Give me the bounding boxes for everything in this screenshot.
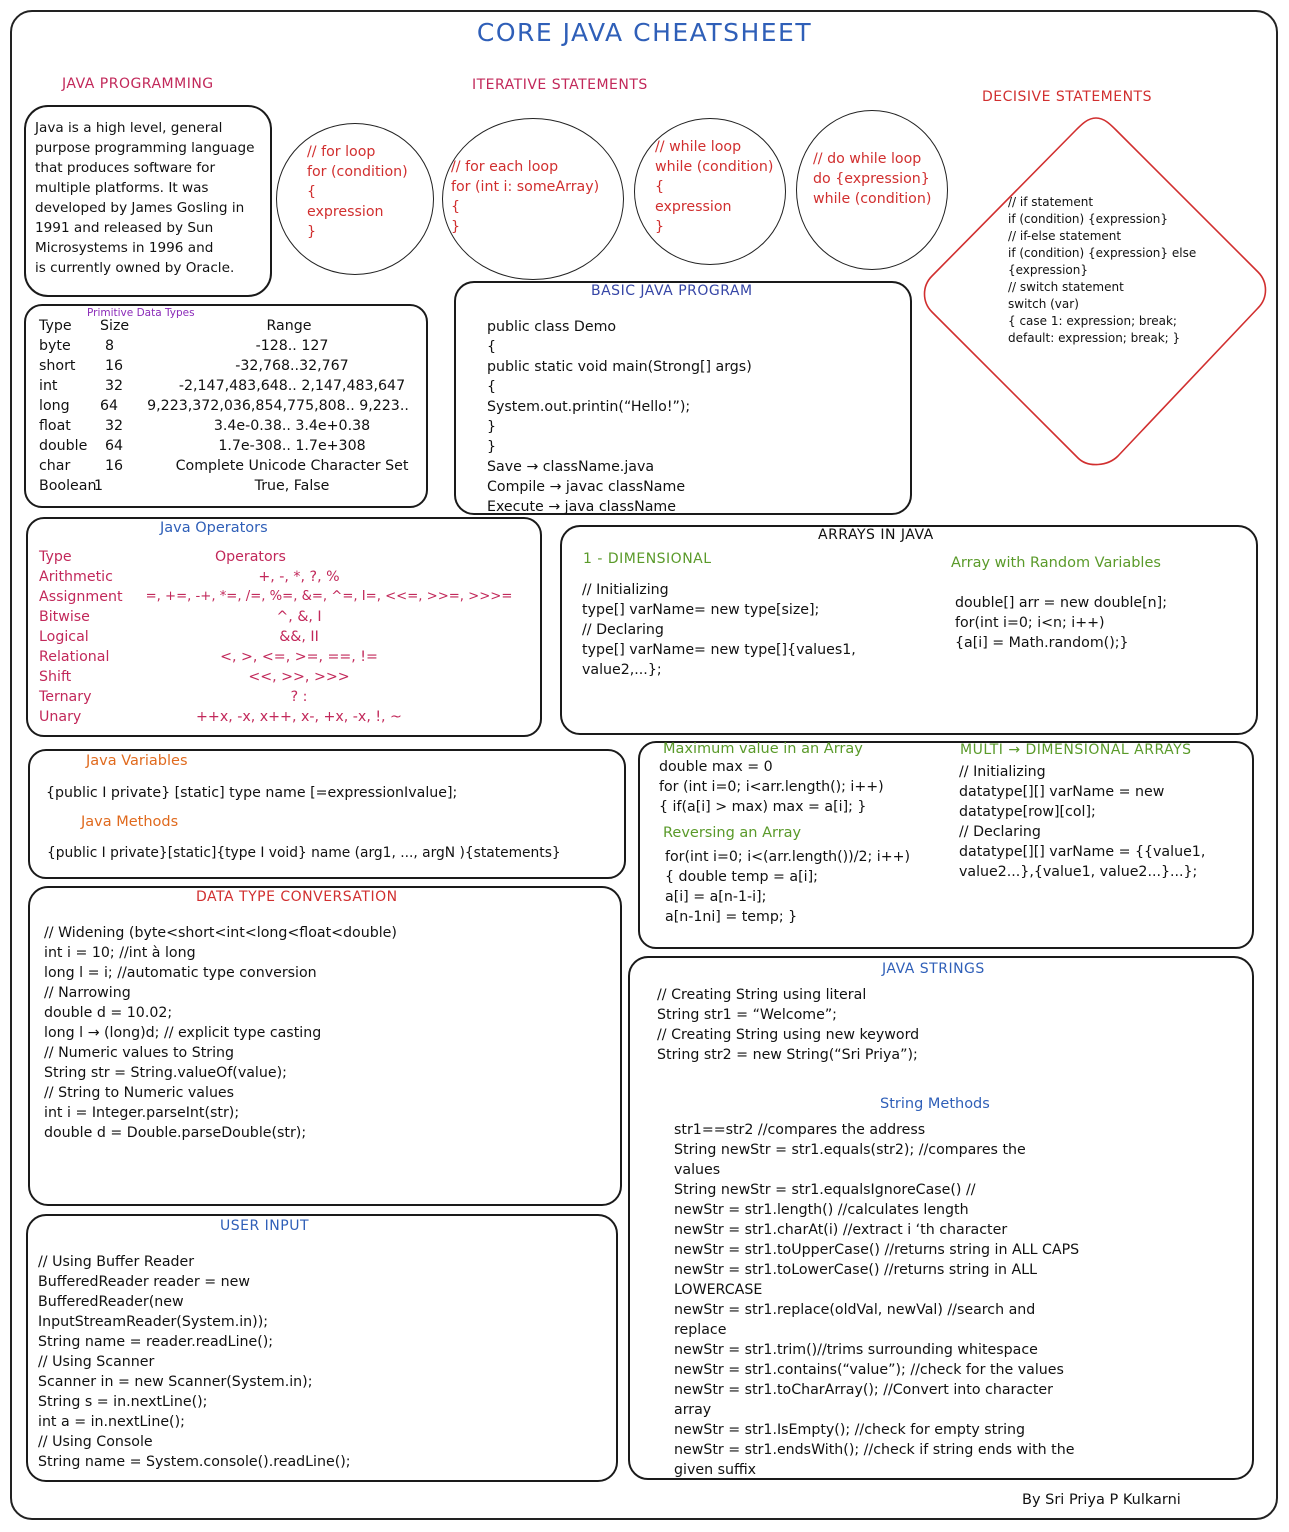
code-line: long l → (long)d; // explicit type casting (44, 1025, 322, 1041)
table-header: Type (39, 549, 72, 565)
random-array-heading: Array with Random Variables (951, 555, 1161, 571)
code-line: // switch statement (1008, 280, 1124, 294)
variables-box (28, 749, 626, 879)
multi-dim-code (959, 762, 1205, 882)
code-line: String str2 = new String(“Sri Priya”); (657, 1047, 918, 1063)
code-line: // while loop (655, 139, 742, 155)
code-line: // Creating String using literal (657, 987, 867, 1003)
size-cell: 8 (105, 338, 115, 354)
operator-symbols: =, +=, -+, *=, /=, %=, &=, ^=, I=, <<=, >>=, >>>= (145, 589, 513, 604)
code-line: newStr = str1.contains(“value”); //check for the values (674, 1362, 1064, 1378)
range-cell: 9,223,372,036,854,775,808.. 9,223.. (147, 398, 409, 414)
code-line: array (674, 1402, 712, 1418)
code-line: datatype[][] varName = new (959, 784, 1165, 800)
range-cell: 1.7e-308.. 1.7e+308 (218, 438, 366, 454)
code-line: // Initializing (582, 582, 669, 598)
operator-symbols: ++x, -x, x++, x-, +x, -x, !, ~ (196, 709, 402, 725)
code-line: { (451, 199, 461, 215)
arrays-heading: ARRAYS IN JAVA (818, 527, 934, 543)
code-line: // if statement (1008, 195, 1094, 209)
code-line: type[] varName= new type[size]; (582, 602, 820, 618)
code-line: double[] arr = new double[n]; (955, 595, 1167, 611)
table-row (39, 338, 429, 358)
code-line: // Creating String using new keyword (657, 1027, 920, 1043)
code-line: // Initializing (959, 764, 1046, 780)
code-line: values (674, 1162, 721, 1178)
random-array-code (955, 593, 1167, 653)
primitive-types-box (24, 304, 428, 508)
code-line: if (condition) {expression} (1008, 212, 1169, 226)
code-line: developed by James Gosling in (35, 200, 245, 216)
conversion-heading: DATA TYPE CONVERSATION (196, 889, 398, 905)
code-line: Scanner in = new Scanner(System.in); (38, 1374, 313, 1390)
decisive-heading: DECISIVE STATEMENTS (982, 89, 1152, 105)
table-header: Operators (215, 549, 286, 565)
one-dim-code (582, 580, 856, 680)
methods-syntax: {public I private}[static]{type I void} name (arg1, ..., argN ){statements} (47, 845, 561, 861)
primitive-types-table (39, 318, 429, 498)
code-line: String name = System.console().readLine(); (38, 1454, 351, 1470)
variables-syntax: {public I private} [static] type name [=expressionIvalue]; (46, 785, 458, 801)
code-line: { (655, 179, 665, 195)
code-line: expression (307, 204, 384, 220)
code-line: String str = String.valueOf(value); (44, 1065, 287, 1081)
for-each-bubble (442, 118, 624, 280)
code-line: newStr = str1.endsWith(); //check if string ends with the (674, 1442, 1075, 1458)
code-line: a[i] = a[n-1-i]; (665, 889, 767, 905)
code-line: newStr = str1.toCharArray(); //Convert into character (674, 1382, 1053, 1398)
range-cell: True, False (254, 478, 330, 494)
type-cell: int (39, 378, 58, 394)
table-row (39, 629, 539, 649)
table-row (39, 378, 429, 398)
operator-type: Assignment (39, 589, 123, 605)
code-line: // Declaring (959, 824, 1041, 840)
code-line: is currently owned by Oracle. (35, 260, 235, 276)
code-line: { (487, 379, 497, 395)
user-input-code (38, 1252, 351, 1472)
do-while-code (813, 149, 931, 209)
max-array-code (659, 757, 884, 817)
code-line: // if-else statement (1008, 229, 1122, 243)
size-cell: 16 (105, 458, 124, 474)
size-cell: 16 (105, 358, 124, 374)
operators-table (39, 549, 539, 729)
table-row (39, 438, 429, 458)
size-cell: 64 (100, 398, 119, 414)
code-line: // Numeric values to String (44, 1045, 235, 1061)
table-header: Range (266, 318, 312, 334)
code-line: } (307, 224, 317, 240)
code-line: Compile → javac className (487, 479, 686, 495)
type-cell: byte (39, 338, 71, 354)
code-line: } (655, 219, 665, 235)
basic-program-code (487, 317, 752, 517)
type-cell: float (39, 418, 71, 434)
code-line: that produces software for (35, 160, 216, 176)
code-line: replace (674, 1322, 727, 1338)
basic-program-heading: BASIC JAVA PROGRAM (591, 283, 753, 299)
code-line: String s = in.nextLine(); (38, 1394, 208, 1410)
operator-type: Relational (39, 649, 110, 665)
code-line: LOWERCASE (674, 1282, 763, 1298)
code-line: a[n-1ni] = temp; } (665, 909, 798, 925)
size-cell: 32 (105, 418, 124, 434)
code-line: newStr = str1.replace(oldVal, newVal) //search and (674, 1302, 1036, 1318)
conversion-code (44, 923, 397, 1143)
table-row (39, 689, 539, 709)
code-line: InputStreamReader(System.in)); (38, 1314, 269, 1330)
operator-symbols: ? : (290, 689, 308, 705)
code-line: int i = Integer.parseInt(str); (44, 1105, 240, 1121)
code-line: default: expression; break; } (1008, 331, 1181, 345)
table-row (39, 709, 539, 729)
code-line: BufferedReader reader = new (38, 1274, 250, 1290)
code-line: newStr = str1.toLowerCase() //returns string in ALL (674, 1262, 1038, 1278)
for-loop-bubble (276, 123, 434, 275)
table-row (39, 569, 539, 589)
java-programming-text (35, 118, 254, 278)
table-row (39, 418, 429, 438)
code-line: String str1 = “Welcome”; (657, 1007, 837, 1023)
size-cell: 32 (105, 378, 124, 394)
code-line: int i = 10; //int à long (44, 945, 196, 961)
code-line: // Using Buffer Reader (38, 1254, 195, 1270)
operator-type: Unary (39, 709, 82, 725)
code-line: double d = Double.parseDouble(str); (44, 1125, 307, 1141)
code-line: {a[i] = Math.random();} (955, 635, 1129, 651)
code-line: // for each loop (451, 159, 559, 175)
code-line: // Declaring (582, 622, 664, 638)
code-line: } (487, 419, 497, 435)
code-line: String newStr = str1.equalsIgnoreCase() // (674, 1182, 976, 1198)
max-array-heading: Maximum value in an Array (663, 741, 863, 757)
table-header: Size (100, 318, 130, 334)
reverse-array-code (665, 847, 910, 927)
author-credit: By Sri Priya P Kulkarni (1022, 1492, 1181, 1508)
operators-heading: Java Operators (160, 520, 268, 536)
type-cell: double (39, 438, 88, 454)
range-cell: -2,147,483,648.. 2,147,483,647 (178, 378, 406, 394)
code-line: str1==str2 //compares the address (674, 1122, 926, 1138)
range-cell: -128.. 127 (255, 338, 329, 354)
code-line: given suffix (674, 1462, 757, 1478)
operator-symbols: <, >, <=, >=, ==, != (220, 649, 378, 665)
code-line: BufferedReader(new (38, 1294, 184, 1310)
table-row (39, 458, 429, 478)
code-line: newStr = str1.trim()//trims surrounding whitespace (674, 1342, 1038, 1358)
range-cell: -32,768..32,767 (235, 358, 349, 374)
strings-create-code (657, 985, 919, 1065)
while-loop-code (655, 137, 773, 237)
code-line: // Narrowing (44, 985, 131, 1001)
code-line: Save → className.java (487, 459, 655, 475)
code-line: expression (655, 199, 732, 215)
reverse-array-heading: Reversing an Array (663, 825, 802, 841)
code-line: newStr = str1.charAt(i) //extract i ‘th character (674, 1222, 1008, 1238)
code-line: for (int i: someArray) (451, 179, 600, 195)
table-row (39, 358, 429, 378)
max-reverse-box (638, 741, 1254, 949)
code-line: // Widening (byte<short<int<long<float<double) (44, 925, 397, 941)
code-line: } (451, 219, 461, 235)
code-line: newStr = str1.IsEmpty(); //check for empty string (674, 1422, 1026, 1438)
size-cell: 64 (105, 438, 124, 454)
code-line: double max = 0 (659, 759, 773, 775)
code-line: { (307, 184, 317, 200)
range-cell: 3.4e-0.38.. 3.4e+0.38 (213, 418, 371, 434)
table-row (39, 478, 429, 498)
code-line: datatype[][] varName = {{value1, (959, 844, 1206, 860)
code-line: 1991 and released by Sun (35, 220, 214, 236)
operator-symbols: &&, II (279, 629, 319, 645)
code-line: System.out.printin(“Hello!”); (487, 399, 691, 415)
code-line: double d = 10.02; (44, 1005, 173, 1021)
user-input-heading: USER INPUT (220, 1218, 309, 1234)
type-cell: long (39, 398, 70, 414)
code-line: long l = i; //automatic type conversion (44, 965, 317, 981)
code-line: // Using Scanner (38, 1354, 155, 1370)
code-line: newStr = str1.length() //calculates length (674, 1202, 969, 1218)
code-line: String name = reader.readLine(); (38, 1334, 274, 1350)
code-line: { double temp = a[i]; (665, 869, 818, 885)
code-line: // Using Console (38, 1434, 153, 1450)
iterative-heading: ITERATIVE STATEMENTS (472, 77, 648, 93)
table-header: Type (39, 318, 72, 334)
arrays-box (560, 525, 1258, 735)
operator-symbols: ^, &, I (276, 609, 322, 625)
operator-type: Arithmetic (39, 569, 113, 585)
code-line: { (487, 339, 497, 355)
code-line: newStr = str1.toUpperCase() //returns string in ALL CAPS (674, 1242, 1080, 1258)
size-cell: 1 (94, 478, 104, 494)
decisive-code (1008, 194, 1196, 347)
for-loop-code (307, 142, 408, 242)
code-line: public class Demo (487, 319, 617, 335)
code-line: int a = in.nextLine(); (38, 1414, 185, 1430)
table-row (39, 398, 429, 418)
operator-type: Bitwise (39, 609, 90, 625)
strings-heading: JAVA STRINGS (882, 961, 985, 977)
type-cell: char (39, 458, 71, 474)
code-line: value2,...}; (582, 662, 662, 678)
code-line: { if(a[i] > max) max = a[i]; } (659, 799, 867, 815)
type-cell: Boolean (39, 478, 97, 494)
user-input-box (26, 1214, 618, 1482)
code-line: for (condition) (307, 164, 408, 180)
code-line: for (int i=0; i<arr.length(); i++) (659, 779, 884, 795)
code-line: // String to Numeric values (44, 1085, 235, 1101)
table-row (39, 669, 539, 689)
primitive-types-heading: Primitive Data Types (87, 307, 195, 319)
code-line: do {expression} (813, 171, 930, 187)
string-methods-code (674, 1120, 1079, 1480)
operator-type: Logical (39, 629, 89, 645)
code-line: for(int i=0; i<(arr.length())/2; i++) (665, 849, 911, 865)
operator-symbols: +, -, *, ?, % (258, 569, 340, 585)
operator-symbols: <<, >>, >>> (248, 669, 350, 685)
table-row (39, 649, 539, 669)
code-line: } (487, 439, 497, 455)
code-line: while (condition) (813, 191, 932, 207)
for-each-code (451, 157, 599, 237)
code-line: Execute → java className (487, 499, 676, 515)
methods-heading: Java Methods (81, 814, 179, 830)
code-line: purpose programming language (35, 140, 255, 156)
multi-dim-heading: MULTI → DIMENSIONAL ARRAYS (960, 742, 1192, 758)
string-methods-heading: String Methods (880, 1096, 990, 1112)
code-line: type[] varName= new type[]{values1, (582, 642, 856, 658)
type-cell: short (39, 358, 76, 374)
range-cell: Complete Unicode Character Set (175, 458, 409, 474)
table-row (39, 589, 539, 609)
code-line: // for loop (307, 144, 376, 160)
code-line: for(int i=0; i<n; i++) (955, 615, 1105, 631)
conversion-box (28, 886, 622, 1206)
code-line: {expression} (1008, 263, 1088, 277)
code-line: while (condition) (655, 159, 774, 175)
operator-type: Ternary (39, 689, 92, 705)
code-line: String newStr = str1.equals(str2); //compares the (674, 1142, 1026, 1158)
one-dim-heading: 1 - DIMENSIONAL (583, 551, 712, 567)
variables-heading: Java Variables (86, 753, 188, 769)
code-line: { case 1: expression; break; (1008, 314, 1177, 328)
java-programming-heading: JAVA PROGRAMMING (62, 76, 214, 92)
while-loop-bubble (634, 118, 786, 265)
page-title: CORE JAVA CHEATSHEET (476, 18, 813, 47)
code-line: multiple platforms. It was (35, 180, 209, 196)
operators-box (26, 517, 542, 737)
operator-type: Shift (39, 669, 72, 685)
code-line: switch (var) (1008, 297, 1079, 311)
basic-program-box (454, 281, 912, 515)
code-line: value2...},{value1, value2...}...}; (959, 864, 1198, 880)
code-line: // do while loop (813, 151, 922, 167)
strings-box (628, 956, 1254, 1480)
table-row (39, 609, 539, 629)
code-line: Java is a high level, general (35, 120, 223, 136)
code-line: datatype[row][col]; (959, 804, 1096, 820)
code-line: Microsystems in 1996 and (35, 240, 214, 256)
java-programming-box (24, 105, 272, 297)
code-line: if (condition) {expression} else (1008, 246, 1197, 260)
code-line: public static void main(Strong[] args) (487, 359, 752, 375)
